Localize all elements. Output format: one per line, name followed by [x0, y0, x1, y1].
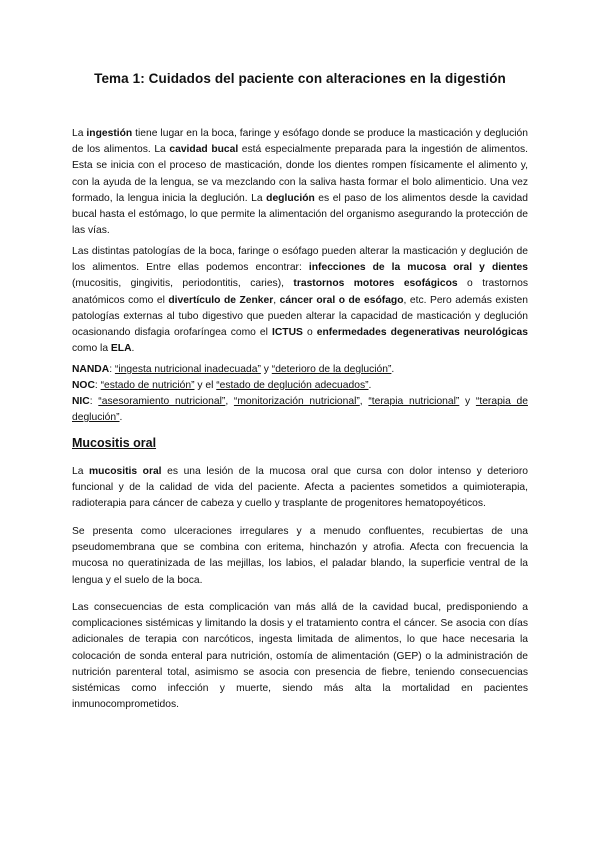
- text: ,: [225, 396, 234, 407]
- paragraph-pathologies: [72, 244, 528, 357]
- bold-term: mucositis oral: [89, 466, 162, 477]
- paragraph-mucositis-definition: [72, 464, 528, 513]
- bold-term: ingestión: [86, 128, 133, 139]
- text: .: [119, 412, 123, 424]
- text: es el paso de los alimentos desde la cavidad bucal hasta el estómago, lo que permite la alimentación del organismo asegurando la protección de las vías.: [72, 192, 528, 237]
- text: .: [131, 343, 135, 355]
- nic-item: “monitorización nutricional”: [233, 396, 360, 407]
- text: y el: [194, 380, 217, 391]
- text: La: [72, 466, 90, 477]
- text: tiene lugar en la boca, faringe y esófago donde se produce la masticación y deglución de los alimentos. La: [72, 128, 528, 156]
- text: y: [260, 364, 272, 375]
- taxonomy-nanda: [72, 362, 528, 378]
- text: (mucositis, gingivitis, periodontitis, caries),: [72, 278, 294, 290]
- text: es una lesión de la mucosa oral que cursa con dolor intenso y deterioro funcional y de la calidad de vida del paciente. Afecta a pacientes sometidos a quimioterapia, radioterapia para cáncer de cabeza y cuello y trasplante de progenitores hematopoyéticos.: [72, 466, 528, 510]
- paragraph-ingestion: [72, 126, 528, 239]
- page-title: Tema 1: Cuidados del paciente con alteraciones en la digestión: [94, 71, 506, 86]
- bold-term: infecciones de la mucosa oral y dientes: [308, 262, 529, 274]
- nic-label: NIC: [72, 396, 90, 407]
- bold-term: trastornos motores esofágicos: [293, 278, 458, 290]
- bold-term: cavidad bucal: [169, 144, 239, 156]
- text: ,: [273, 294, 280, 306]
- text: .: [368, 380, 372, 391]
- bold-term: deglución: [266, 192, 315, 204]
- bold-term: cáncer oral o de esófago: [279, 294, 404, 306]
- bold-term: ELA: [110, 343, 132, 355]
- noc-item: “estado de deglución adecuados”: [216, 380, 369, 391]
- bold-term: ICTUS: [272, 327, 303, 339]
- text: ,: [359, 396, 369, 407]
- paragraph-mucositis-consequences: Las consecuencias de esta complicación van más allá de la cavidad bucal, predisponiendo a complicaciones sistémicas y limitando la dosis y el tratamiento contra el cáncer. Se asocia con días adicionales de terapia con narcóticos, ingesta limitada de alimentos, lo que hace necesaria la colocación de sonda enteral para nutrición, ostomía de alimentación (GEP) o la administración de nutrición parenteral total, asimismo se asocia con presencia de fiebre, teniendo consecuencias sistémicas como infección y muerte, siendo más alta la mortalidad en pacientes inmunocomprometidos.: [72, 602, 528, 711]
- taxonomy-nic: [72, 394, 528, 426]
- text: :: [109, 364, 115, 375]
- text: o trastornos anatómicos como el: [72, 278, 528, 306]
- nanda-label: NANDA: [72, 364, 110, 375]
- nic-item: “terapia nutricional”: [368, 396, 460, 407]
- nanda-item: “ingesta nutricional inadecuada”: [114, 364, 261, 375]
- bold-term: enfermedades degenerativas neurológicas: [316, 327, 528, 339]
- taxonomy-noc: [72, 378, 528, 394]
- bold-term: divertículo de Zenker: [168, 294, 274, 306]
- nic-item: “asesoramiento nutricional”: [98, 396, 226, 407]
- text: Las distintas patologías de la boca, faringe o esófago pueden alterar la masticación y deglución de los alimentos. Entre ellas podemos encontrar:: [72, 246, 528, 274]
- noc-item: “estado de nutrición”: [100, 380, 195, 391]
- text: , etc. Pero además existen patologías externas al tubo digestivo que pueden alterar la capacidad de masticación y deglución ocasionando disfagia orofaríngea como el: [72, 294, 528, 339]
- text: está especialmente preparada para la ingestión de alimentos. Esta se inicia con el proceso de masticación, donde los dientes rompen físicamente el alimento y, con la ayuda de la lengua, se va mezclando con la saliva hasta formar el bolo alimenticio. Una vez formado, la lengua inicia la deglución. La: [72, 144, 528, 204]
- text: como la: [72, 343, 111, 355]
- text: .: [391, 364, 395, 375]
- text: :: [94, 380, 101, 391]
- text: :: [89, 396, 99, 407]
- text: o: [302, 327, 317, 339]
- paragraph-mucositis-presentation: Se presenta como ulceraciones irregulares y a menudo confluentes, recubiertas de una pseudomembrana que se combina con eritema, hinchazón y atrofia. Afecta con frecuencia la mucosa no queratinizada de las mejillas, los labios, el paladar blando, la superficie ventral de la lengua y el suelo de la boca.: [72, 526, 528, 586]
- section-heading: Mucositis oral: [72, 436, 157, 450]
- text: y: [459, 396, 476, 407]
- nic-item: “terapia de deglución”: [72, 396, 528, 424]
- text: La: [72, 128, 87, 139]
- nanda-item: “deterioro de la deglución”: [271, 364, 392, 375]
- noc-label: NOC: [72, 380, 95, 391]
